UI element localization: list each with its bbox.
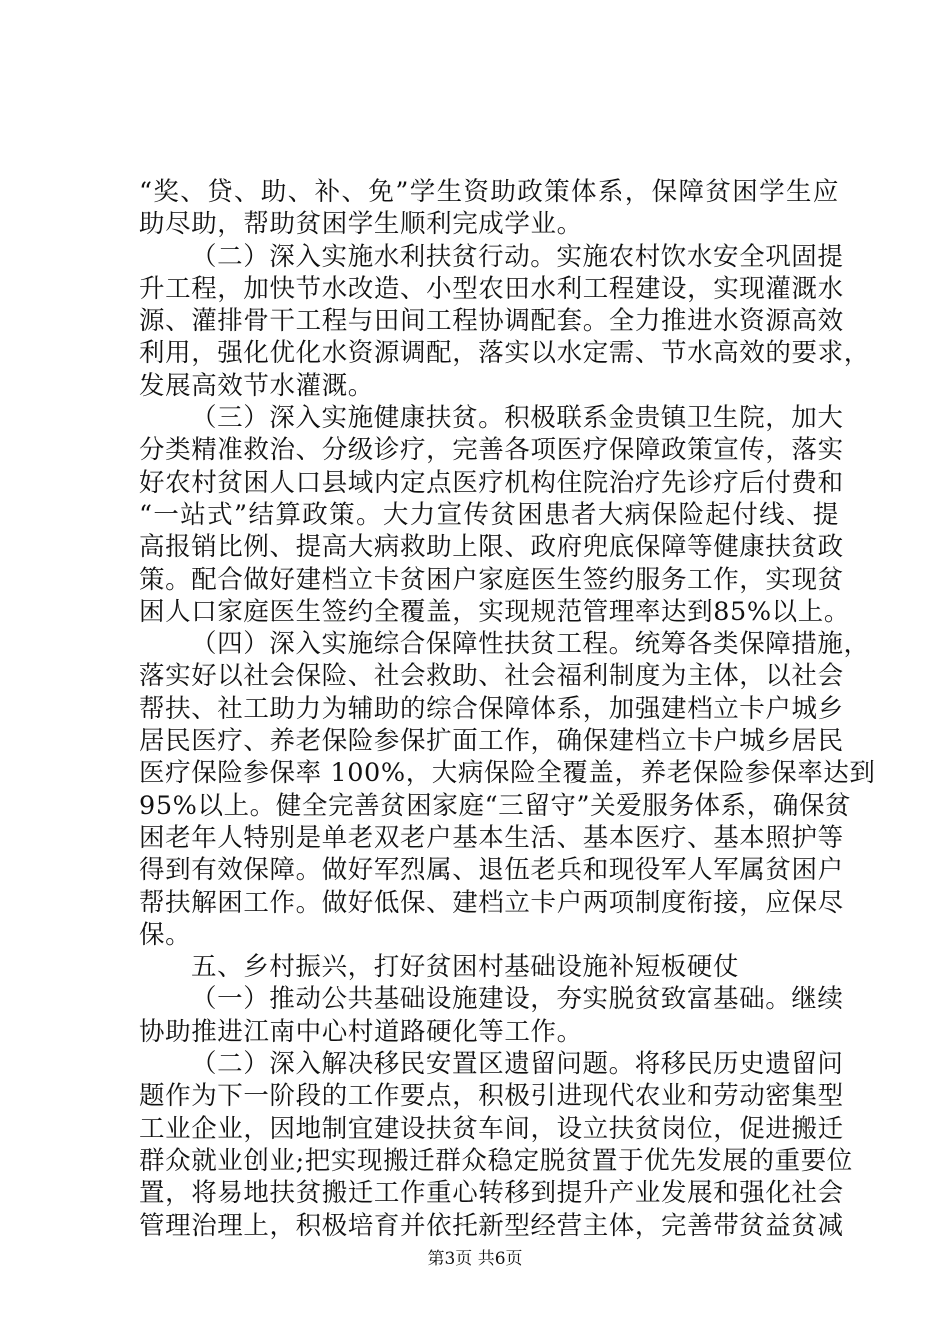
text-line: 保。 xyxy=(139,919,192,950)
text-line: 高报销比例、提高大病救助上限、政府兜底保障等健康扶贫政 xyxy=(139,532,844,563)
document-body xyxy=(139,176,876,1242)
text-line: （二）深入解决移民安置区遗留问题。将移民历史遗留问 xyxy=(191,1049,844,1080)
text-line: “一站式”结算政策。大力宣传贫困患者大病保险起付线、提 xyxy=(139,499,839,530)
text-line: 落实好以社会保险、社会救助、社会福利制度为主体，以社会 xyxy=(139,661,844,692)
text-line: 困人口家庭医生签约全覆盖，实现规范管理率达到85%以上。 xyxy=(139,596,850,627)
text-line: （一）推动公共基础设施建设，夯实脱贫致富基础。继续 xyxy=(191,984,844,1015)
text-line: 困老年人特别是单老双老户基本生活、基本医疗、基本照护等 xyxy=(139,822,844,853)
text-line: 帮扶解困工作。做好低保、建档立卡户两项制度衔接，应保尽 xyxy=(139,887,844,918)
text-line: 利用，强化优化水资源调配，落实以水定需、节水高效的要求， xyxy=(139,338,870,369)
text-line: 帮扶、社工助力为辅助的综合保障体系，加强建档立卡户城乡 xyxy=(139,693,844,724)
text-line: 发展高效节水灌溉。 xyxy=(139,370,374,401)
text-line: 95%以上。健全完善贫困家庭“三留守”关爱服务体系，确保贫 xyxy=(139,790,852,821)
text-line: 协助推进江南中心村道路硬化等工作。 xyxy=(139,1016,583,1047)
text-line: 升工程，加快节水改造、小型农田水利工程建设，实现灌溉水 xyxy=(139,273,844,304)
text-line: 五、乡村振兴，打好贫困村基础设施补短板硬仗 xyxy=(191,952,740,983)
text-line: 好农村贫困人口县域内定点医疗机构住院治疗先诊疗后付费和 xyxy=(139,467,844,498)
text-line: 居民医疗、养老保险参保扩面工作，确保建档立卡户城乡居民 xyxy=(139,726,844,757)
text-line: （二）深入实施水利扶贫行动。实施农村饮水安全巩固提 xyxy=(191,241,844,272)
text-line: “奖、贷、助、补、免”学生资助政策体系，保障贫困学生应 xyxy=(139,177,839,207)
page-footer: 第3页 共6页 xyxy=(427,1249,523,1269)
text-line: （四）深入实施综合保障性扶贫工程。统筹各类保障措施， xyxy=(191,629,870,660)
text-line: 策。配合做好建档立卡贫困户家庭医生签约服务工作，实现贫 xyxy=(139,564,844,595)
text-line: 置，将易地扶贫搬迁工作重心转移到提升产业发展和强化社会 xyxy=(139,1178,844,1209)
text-line: 管理治理上，积极培育并依托新型经营主体，完善带贫益贫减 xyxy=(139,1210,844,1241)
text-line: 工业企业，因地制宜建设扶贫车间，设立扶贫岗位，促进搬迁 xyxy=(139,1113,844,1144)
text-line: 群众就业创业;把实现搬迁群众稳定脱贫置于优先发展的重要位 xyxy=(139,1145,853,1176)
text-line: 分类精准救治、分级诊疗，完善各项医疗保障政策宣传，落实 xyxy=(139,435,844,466)
text-line: 医疗保险参保率 100%，大病保险全覆盖，养老保险参保率达到 xyxy=(139,758,876,789)
text-line: 题作为下一阶段的工作要点，积极引进现代农业和劳动密集型 xyxy=(139,1081,844,1112)
text-line: 助尽助，帮助贫困学生顺利完成学业。 xyxy=(139,209,583,240)
text-line: 得到有效保障。做好军烈属、退伍老兵和现役军人军属贫困户 xyxy=(139,855,844,886)
text-line: 源、灌排骨干工程与田间工程协调配套。全力推进水资源高效 xyxy=(139,306,844,337)
text-line: （三）深入实施健康扶贫。积极联系金贵镇卫生院，加大 xyxy=(191,403,844,434)
